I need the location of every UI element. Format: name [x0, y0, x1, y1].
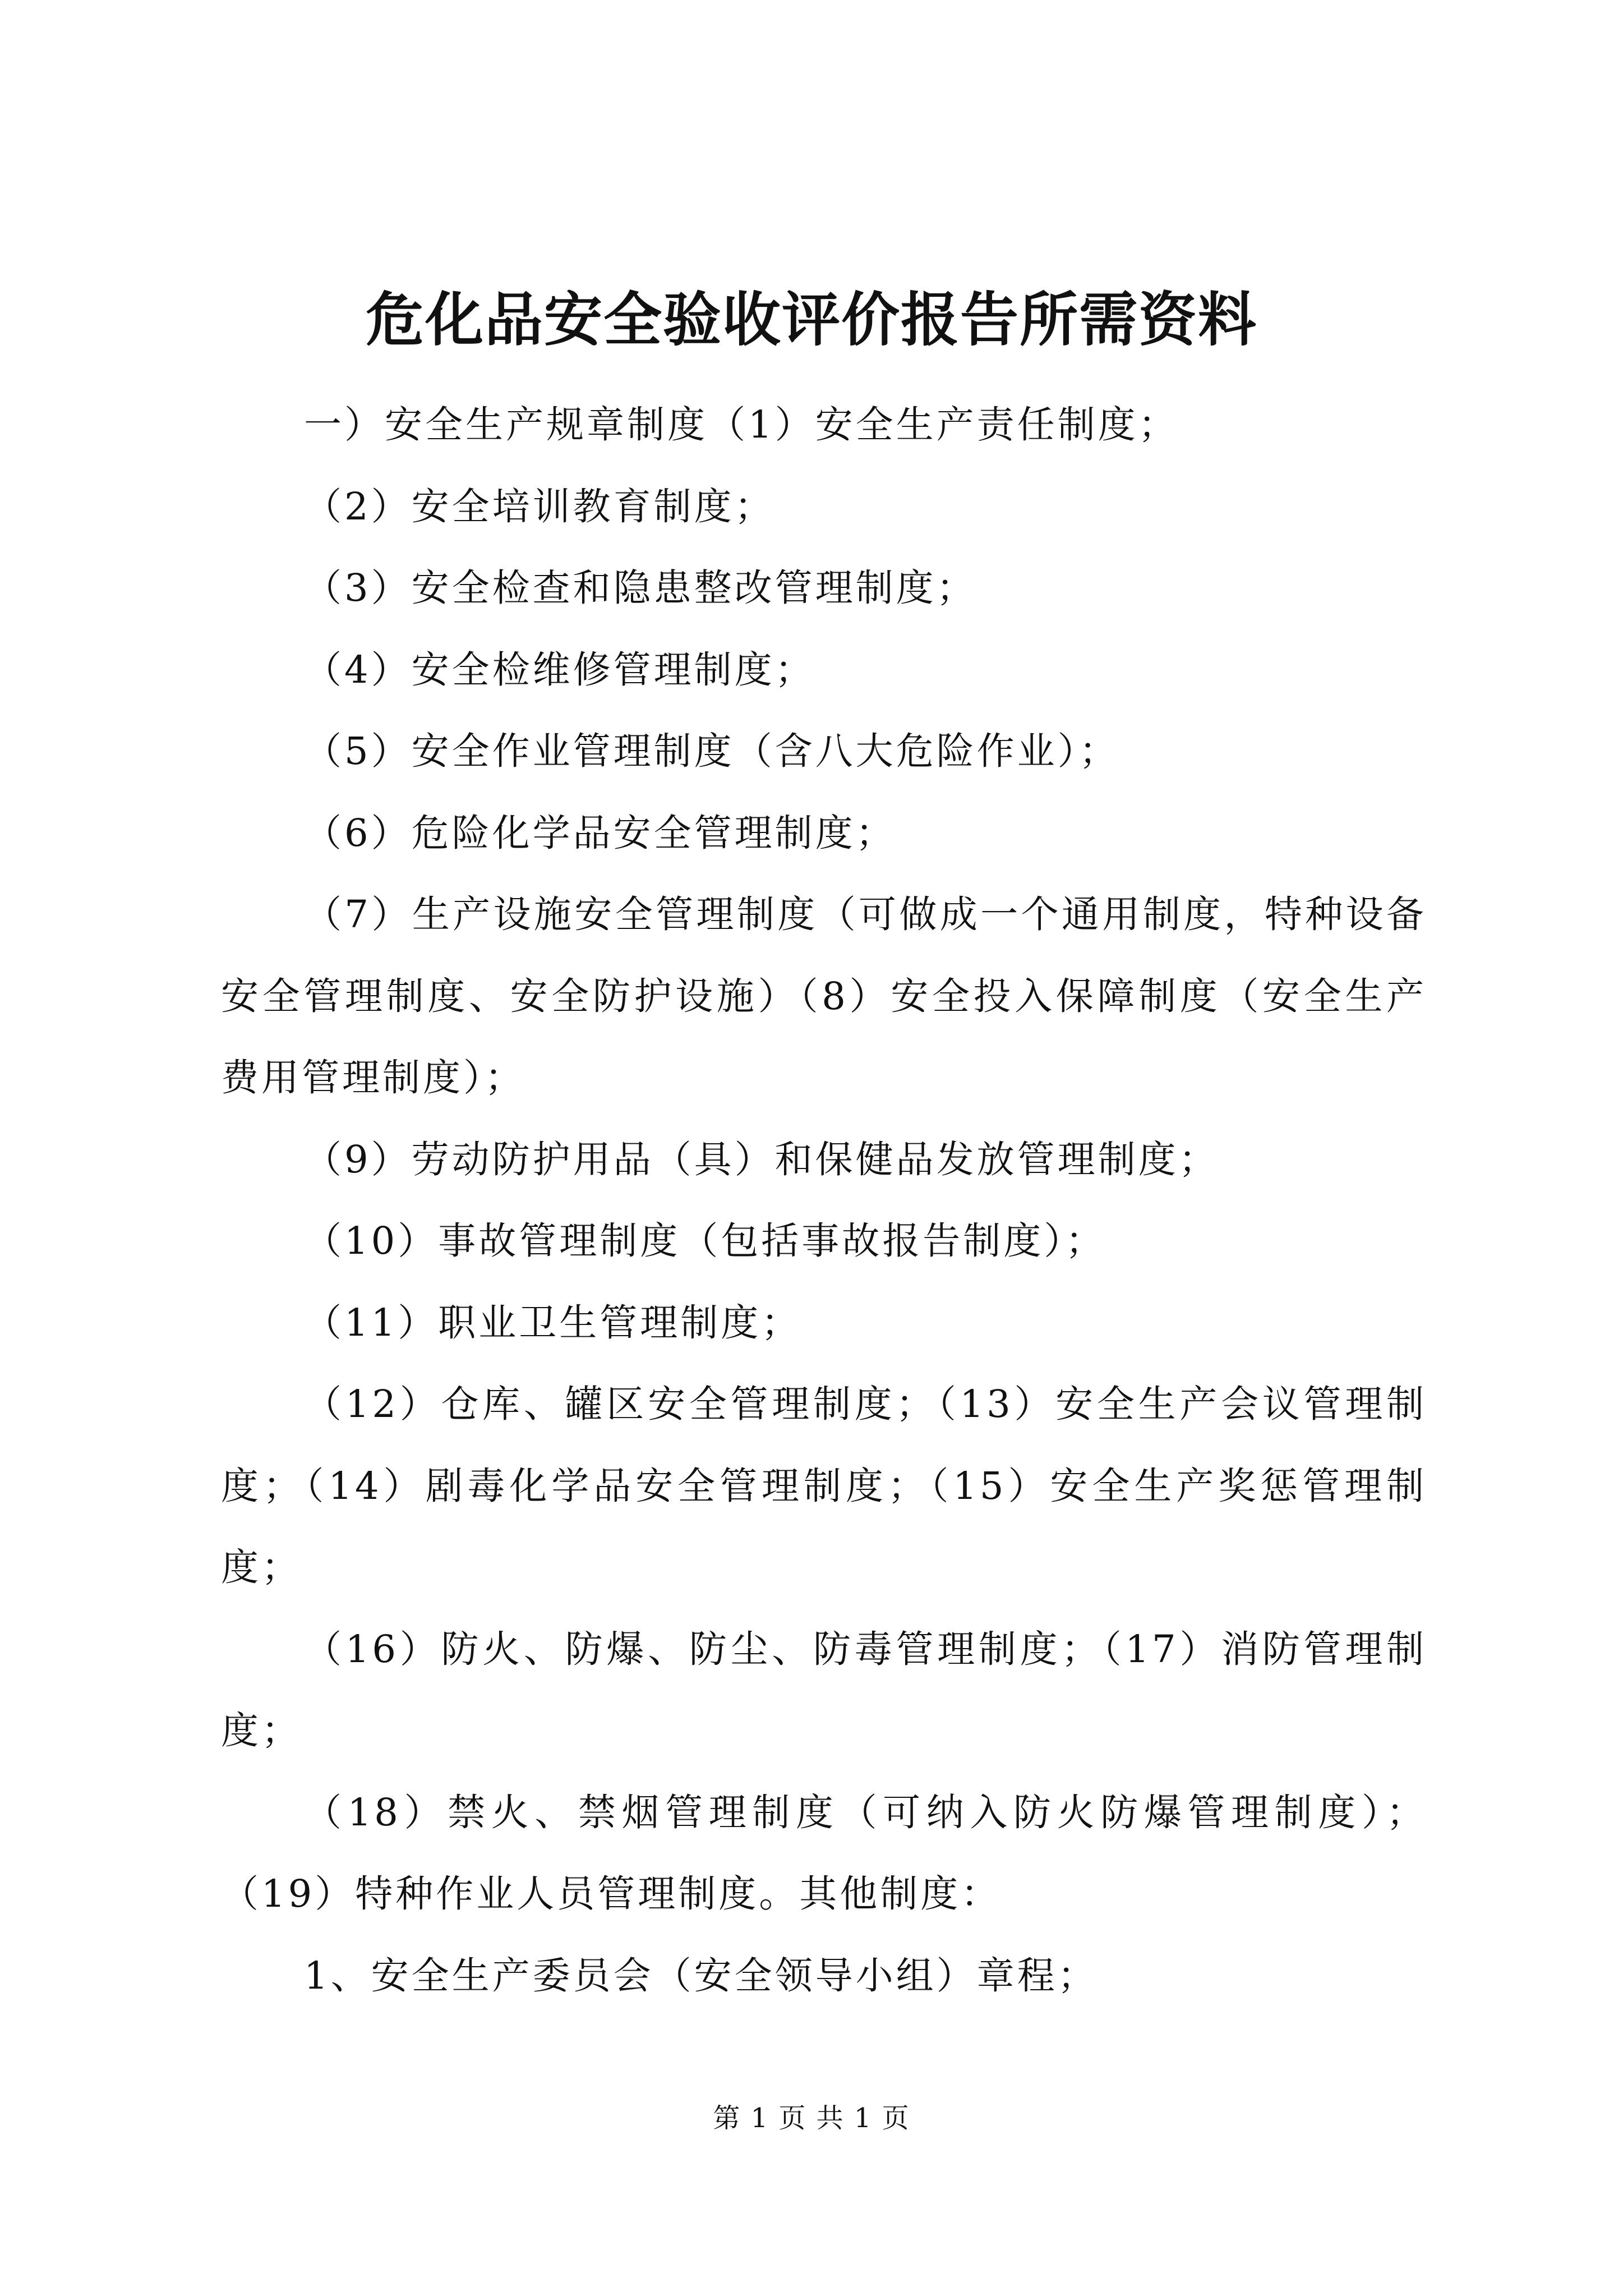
- paragraph: （18）禁火、禁烟管理制度（可纳入防火防爆管理制度）；（19）特种作业人员管理制度。其他制度：: [221, 1790, 1427, 1916]
- paragraph: （2）安全培训教育制度；: [304, 484, 775, 528]
- page-footer: [0, 2101, 1623, 2135]
- paragraph: （11）职业卫生管理制度；: [304, 1300, 802, 1345]
- paragraph: （6）危险化学品安全管理制度；: [304, 811, 896, 855]
- paragraph: （16）防火、防爆、防尘、防毒管理制度；（17）消防管理制度；: [221, 1627, 1427, 1752]
- paragraph: （7）生产设施安全管理制度（可做成一个通用制度，特种设备安全管理制度、安全防护设施）（8）安全投入保障制度（安全生产费用管理制度）；: [221, 892, 1427, 1099]
- document-title: 危化品安全验收评价报告所需资料: [365, 285, 1257, 354]
- document-body: [221, 384, 1427, 2017]
- paragraph: （9）劳动防护用品（具）和保健品发放管理制度；: [304, 1137, 1219, 1181]
- paragraph: （3）安全检查和隐患整改管理制度；: [304, 566, 977, 610]
- paragraph: （12）仓库、罐区安全管理制度；（13）安全生产会议管理制度；（14）剧毒化学品安全管理制度；（15）安全生产奖惩管理制度；: [221, 1382, 1427, 1589]
- paragraph: 一）安全生产规章制度（1）安全生产责任制度；: [304, 403, 1179, 447]
- page-number: 第 1 页 共 1 页: [713, 2102, 910, 2134]
- paragraph: （4）安全检维修管理制度；: [304, 647, 815, 692]
- paragraph: （10）事故管理制度（包括事故报告制度）；: [304, 1219, 1106, 1263]
- paragraph: 1、安全生产委员会（安全领导小组）章程；: [304, 1953, 1098, 1998]
- paragraph: （5）安全作业管理制度（含八大危险作业）；: [304, 729, 1120, 773]
